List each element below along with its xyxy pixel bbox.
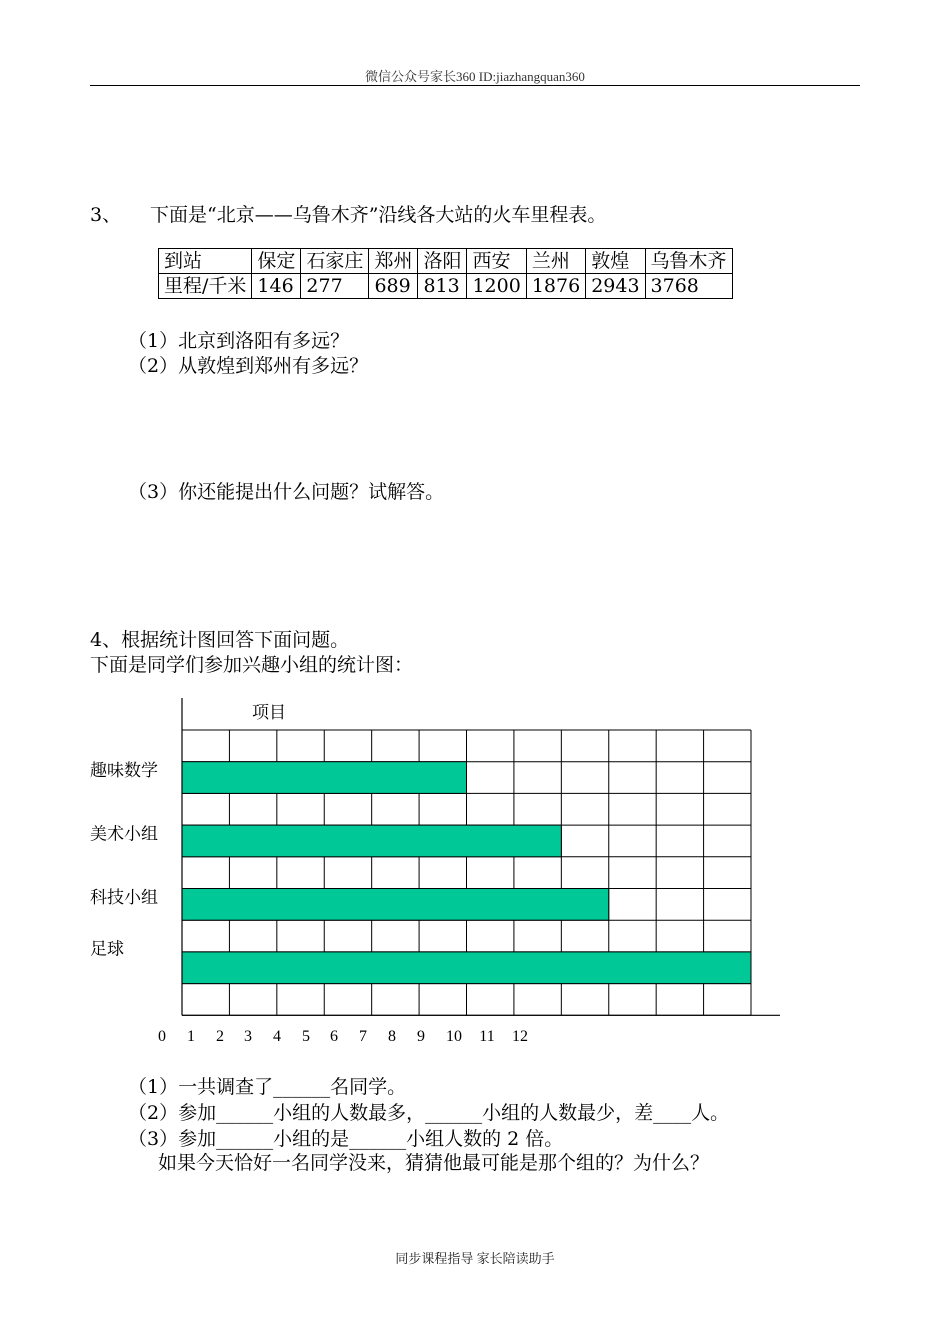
q4-sub2: （2）参加______小组的人数最多，______小组的人数最少，差____人。 <box>128 1102 730 1124</box>
table-cell: 保定 <box>252 249 301 274</box>
chart-labels <box>90 703 528 1045</box>
bar <box>182 762 467 794</box>
q4-sub1: （1）一共调查了______名同学。 <box>128 1076 407 1098</box>
table-cell: 813 <box>418 274 467 299</box>
x-tick-label: 5 <box>302 1028 310 1045</box>
table-cell: 1876 <box>526 274 585 299</box>
q4-sub4: 如果今天恰好一名同学没来，猜猜他最可能是那个组的？为什么？ <box>158 1152 710 1174</box>
x-tick-label: 8 <box>388 1028 396 1045</box>
table-cell: 兰州 <box>526 249 585 274</box>
table-cell: 1200 <box>467 274 526 299</box>
x-tick-label: 2 <box>216 1028 224 1045</box>
q4-title: 4、根据统计图回答下面问题。 <box>90 629 350 651</box>
q3-sub2: （2）从敦煌到郑州有多远？ <box>128 355 369 377</box>
table-cell: 2943 <box>586 274 645 299</box>
x-tick-label: 7 <box>359 1028 367 1045</box>
table-cell: 里程/千米 <box>159 274 252 299</box>
table-cell: 146 <box>252 274 301 299</box>
x-tick-label: 11 <box>479 1028 495 1045</box>
table-cell: 乌鲁木齐 <box>645 249 732 274</box>
q3-title: 下面是“北京——乌鲁木齐”沿线各大站的火车里程表。 <box>150 204 607 226</box>
category-label: 足球 <box>90 939 124 960</box>
x-tick-label: 12 <box>512 1028 528 1045</box>
table-cell: 到站 <box>159 249 252 274</box>
bar <box>182 952 751 984</box>
x-tick-label: 6 <box>330 1028 338 1045</box>
x-tick-label: 0 <box>158 1028 166 1045</box>
category-label: 美术小组 <box>90 824 158 845</box>
page-header: 微信公众号家长360 ID:jiazhangquan360 <box>365 69 585 84</box>
x-tick-label: 4 <box>273 1028 281 1045</box>
x-tick-label: 10 <box>446 1028 462 1045</box>
q4-sub3: （3）参加______小组的是______小组人数的 2 倍。 <box>128 1128 564 1150</box>
category-label: 科技小组 <box>90 887 158 908</box>
bar <box>182 825 561 857</box>
x-tick-label: 9 <box>417 1028 425 1045</box>
axis-title: 项目 <box>252 703 286 723</box>
table-cell: 郑州 <box>369 249 418 274</box>
page-footer: 同步课程指导 家长陪读助手 <box>395 1251 555 1266</box>
table-cell: 277 <box>301 274 369 299</box>
table-cell: 石家庄 <box>301 249 369 274</box>
q4-intro: 下面是同学们参加兴趣小组的统计图： <box>90 654 414 676</box>
table-cell: 3768 <box>645 274 732 299</box>
table-cell: 洛阳 <box>418 249 467 274</box>
q3-number: 3、 <box>90 204 122 226</box>
table-cell: 西安 <box>467 249 526 274</box>
category-label: 趣味数学 <box>90 761 158 782</box>
bar <box>182 889 609 921</box>
table-cell: 689 <box>369 274 418 299</box>
q3-sub1: （1）北京到洛阳有多远？ <box>128 330 350 352</box>
x-tick-label: 1 <box>187 1028 195 1045</box>
q3-sub3: （3）你还能提出什么问题？试解答。 <box>128 481 445 503</box>
table-cell: 敦煌 <box>586 249 645 274</box>
x-tick-label: 3 <box>244 1028 252 1045</box>
